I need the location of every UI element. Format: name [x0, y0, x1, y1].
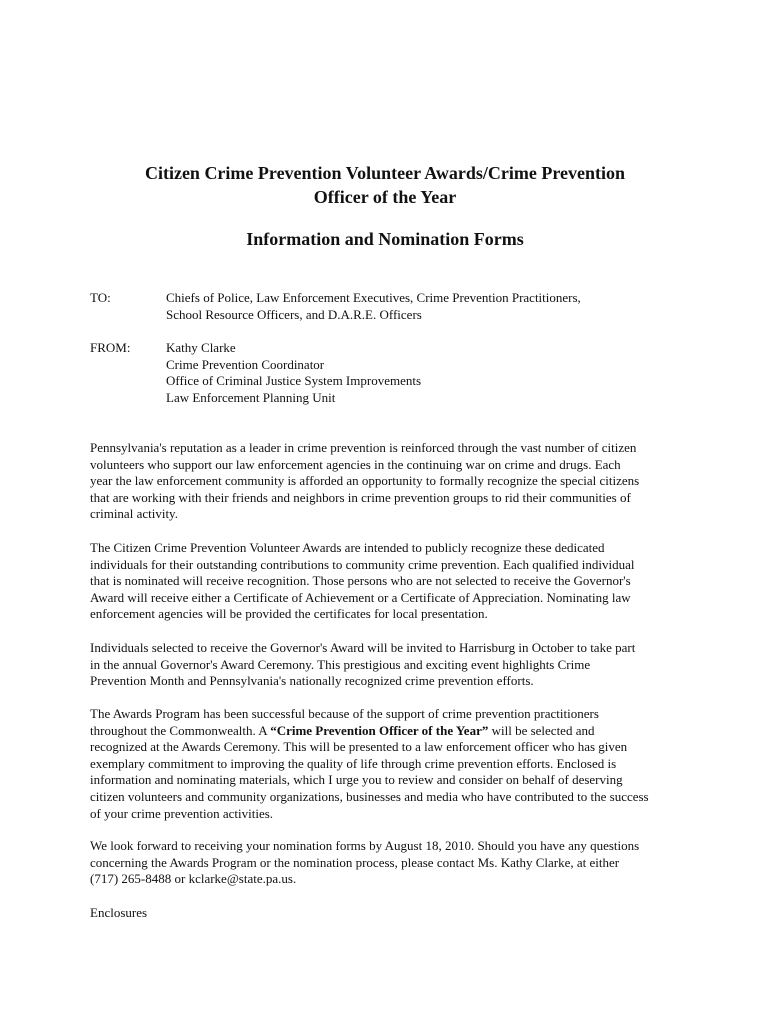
- paragraph-line: The Citizen Crime Prevention Volunteer Awards are intended to publicly recognize these dedicated: [90, 540, 605, 555]
- paragraph-line: (717) 265-8488 or kclarke@state.pa.us.: [90, 871, 297, 887]
- paragraph-text: throughout the Commonwealth. A: [90, 722, 271, 738]
- paragraph-governors-award: [90, 640, 690, 690]
- paragraph-text: will be selected and: [488, 722, 595, 738]
- officer-of-year-emphasis: “Crime Prevention Officer of the Year”: [270, 722, 489, 738]
- paragraph-line: that are working with their friends and neighbors in crime prevention groups to rid their communities of: [90, 489, 631, 505]
- paragraph-line: volunteers who support our law enforcement agencies in the continuing war on crime and drugs. Each: [90, 456, 621, 472]
- paragraph-line: criminal activity.: [90, 506, 178, 522]
- paragraph-line: year the law enforcement community is afforded an opportunity to formally recognize the special citizens: [90, 473, 640, 489]
- paragraph-line: The Awards Program has been successful because of the support of crime prevention practitioners: [90, 706, 599, 721]
- paragraph-line: information and nominating materials, which I urge you to review and consider on behalf of deserving: [90, 772, 623, 788]
- paragraph-awards-program: [90, 706, 690, 822]
- paragraph-line: of your crime prevention activities.: [90, 805, 274, 821]
- paragraph-line: citizen volunteers and community organizations, businesses and media who have contributed to the success: [90, 788, 649, 804]
- paragraph-line: concerning the Awards Program or the nomination process, please contact Ms. Kathy Clarke, at either: [90, 854, 620, 870]
- memo-from-label: FROM:: [90, 340, 131, 355]
- memo-from-line: Law Enforcement Planning Unit: [166, 389, 336, 405]
- paragraph-awards-intent: [90, 540, 690, 623]
- paragraph-line: individuals for their outstanding contributions to community crime prevention. Each qualified individual: [90, 556, 635, 572]
- memo-to-line: Chiefs of Police, Law Enforcement Executives, Crime Prevention Practitioners,: [166, 290, 581, 305]
- document-subtitle: Information and Nomination Forms: [246, 229, 524, 249]
- paragraph-line: enforcement agencies will be provided the certificates for local presentation.: [90, 606, 488, 622]
- paragraph-line: Prevention Month and Pennsylvania's nationally recognized crime prevention efforts.: [90, 673, 534, 689]
- paragraph-line: exemplary commitment to improving the quality of life through crime prevention efforts. Enclosed is: [90, 755, 617, 771]
- paragraph-contact: [90, 838, 690, 888]
- memo-from-sender: [166, 340, 421, 406]
- paragraph-line: Award will receive either a Certificate of Achievement or a Certificate of Appreciation. Nominating law: [90, 589, 631, 605]
- document-title-line-2: Officer of the Year: [313, 187, 457, 207]
- paragraph-line: in the annual Governor's Award Ceremony. This prestigious and exciting event highlights Crime: [90, 656, 591, 672]
- paragraph-line: that is nominated will receive recognition. Those persons who are not selected to receive the Governor's: [90, 573, 631, 589]
- paragraph-line: recognized at the Awards Ceremony. This will be presented to a law enforcement officer who has given: [90, 739, 628, 755]
- memo-from-line: Crime Prevention Coordinator: [166, 356, 325, 372]
- paragraph-line: We look forward to receiving your nomination forms by August 18, 2010. Should you have any questions: [90, 838, 640, 853]
- paragraph-reputation: [90, 440, 690, 523]
- paragraph-line: [90, 723, 690, 740]
- memo-from-line: Kathy Clarke: [166, 340, 236, 355]
- memo-to-label: TO:: [90, 290, 111, 305]
- enclosures-note: Enclosures: [90, 905, 148, 920]
- memo-from-line: Office of Criminal Justice System Improvements: [166, 373, 422, 388]
- paragraph-line: Individuals selected to receive the Governor's Award will be invited to Harrisburg in October to take part: [90, 640, 636, 655]
- paragraph-line: Pennsylvania's reputation as a leader in crime prevention is reinforced through the vast number of citizen: [90, 440, 637, 455]
- document-title-line-1: Citizen Crime Prevention Volunteer Awards/Crime Prevention: [144, 163, 626, 183]
- memo-to-recipients: [166, 290, 581, 323]
- memo-to-line: School Resource Officers, and D.A.R.E. Officers: [166, 306, 422, 322]
